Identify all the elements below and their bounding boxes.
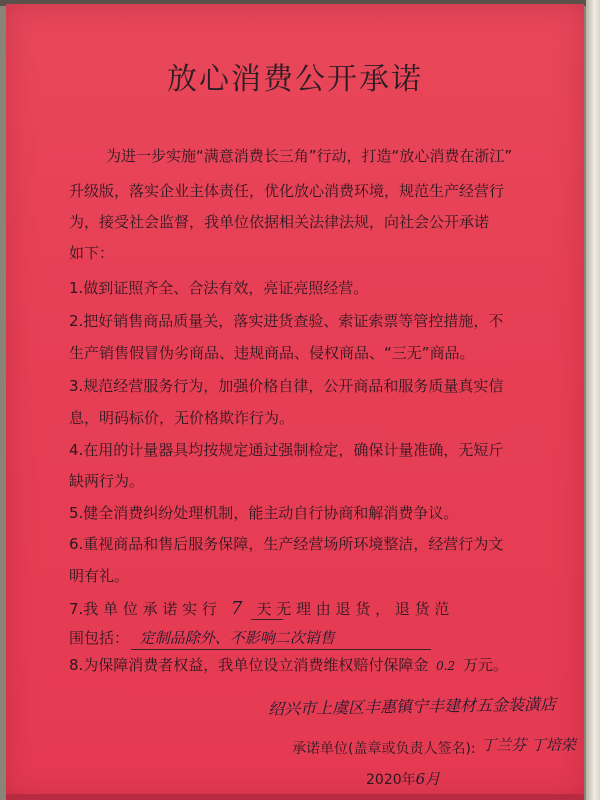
item7-suffix: 天 无 理 由 退 货 ， 退 货 范 (256, 600, 450, 618)
date-month-handwritten: 6月 (415, 770, 441, 788)
item8-prefix: 8.为保障消费者权益，我单位设立消费维权赔付保障金 (69, 656, 429, 674)
return-scope-handwritten: 定制品除外、不影响二次销售 (139, 629, 335, 647)
commitment-item-3-cont: 息，明码标价，无价格欺诈行为。 (69, 409, 295, 427)
intro-line: 为进一步实施“满意消费长三角”行动，打造“放心消费在浙江” (106, 147, 513, 165)
commitment-item-7 (69, 600, 449, 618)
commitment-item-4-cont: 缺两行为。 (69, 472, 145, 490)
commitment-item-6-cont: 明有礼。 (69, 567, 130, 585)
commitment-item-1: 1.做到证照齐全、合法有效，亮证亮照经营。 (69, 279, 369, 297)
date-year: 2020年 (366, 772, 416, 788)
sheet-bottom-edge (6, 794, 584, 800)
commitment-item-3: 3.规范经营服务行为，加强价格自律，公开商品和服务质量真实信 (69, 377, 504, 395)
intro-line: 如下： (69, 244, 115, 262)
commitment-date (366, 768, 440, 789)
commitment-item-2-cont: 生产销售假冒伪劣商品、违规商品、侵权商品、“三无”商品。 (69, 344, 475, 362)
intro-line: 升级版，落实企业主体责任，优化放心消费环境，规范生产经营行 (69, 182, 505, 200)
commitment-item-7-scope (69, 630, 335, 647)
page-title: 放心消费公开承诺 (167, 62, 423, 97)
signer-name-handwritten: 丁兰芬 丁培荣 (481, 736, 576, 754)
scope-underline (131, 649, 431, 650)
signature-label: 承诺单位(盖章或负责人签名): (292, 741, 476, 757)
scope-label: 围包括： (69, 629, 130, 647)
item8-suffix: 万元。 (462, 656, 508, 674)
company-name-handwritten: 绍兴市上虞区丰惠镇宁丰建材五金装潢店 (267, 694, 557, 719)
commitment-item-2: 2.把好销售商品质量关，落实进货查验、索证索票等管控措施，不 (69, 312, 504, 330)
photo-right-edge (586, 0, 600, 800)
deposit-amount-handwritten: 0.2 (436, 659, 456, 673)
red-paper-sheet (6, 4, 584, 796)
days-underline (251, 619, 283, 620)
commitment-item-6: 6.重视商品和售后服务保障，生产经营场所环境整洁，经营行为文 (69, 535, 504, 553)
commitment-item-8 (69, 657, 508, 675)
commitment-item-4: 4.在用的计量器具均按规定通过强制检定，确保计量准确，无短斤 (69, 441, 504, 459)
intro-line: 为，接受社会监督，我单位依据相关法律法规，向社会公开承诺 (69, 213, 490, 231)
commitment-item-5: 5.健全消费纠纷处理机制，能主动自行协商和解消费争议。 (69, 504, 459, 522)
return-days-handwritten: 7 (230, 598, 243, 619)
item7-prefix: 7.我 单 位 承 诺 实 行 (69, 600, 217, 618)
